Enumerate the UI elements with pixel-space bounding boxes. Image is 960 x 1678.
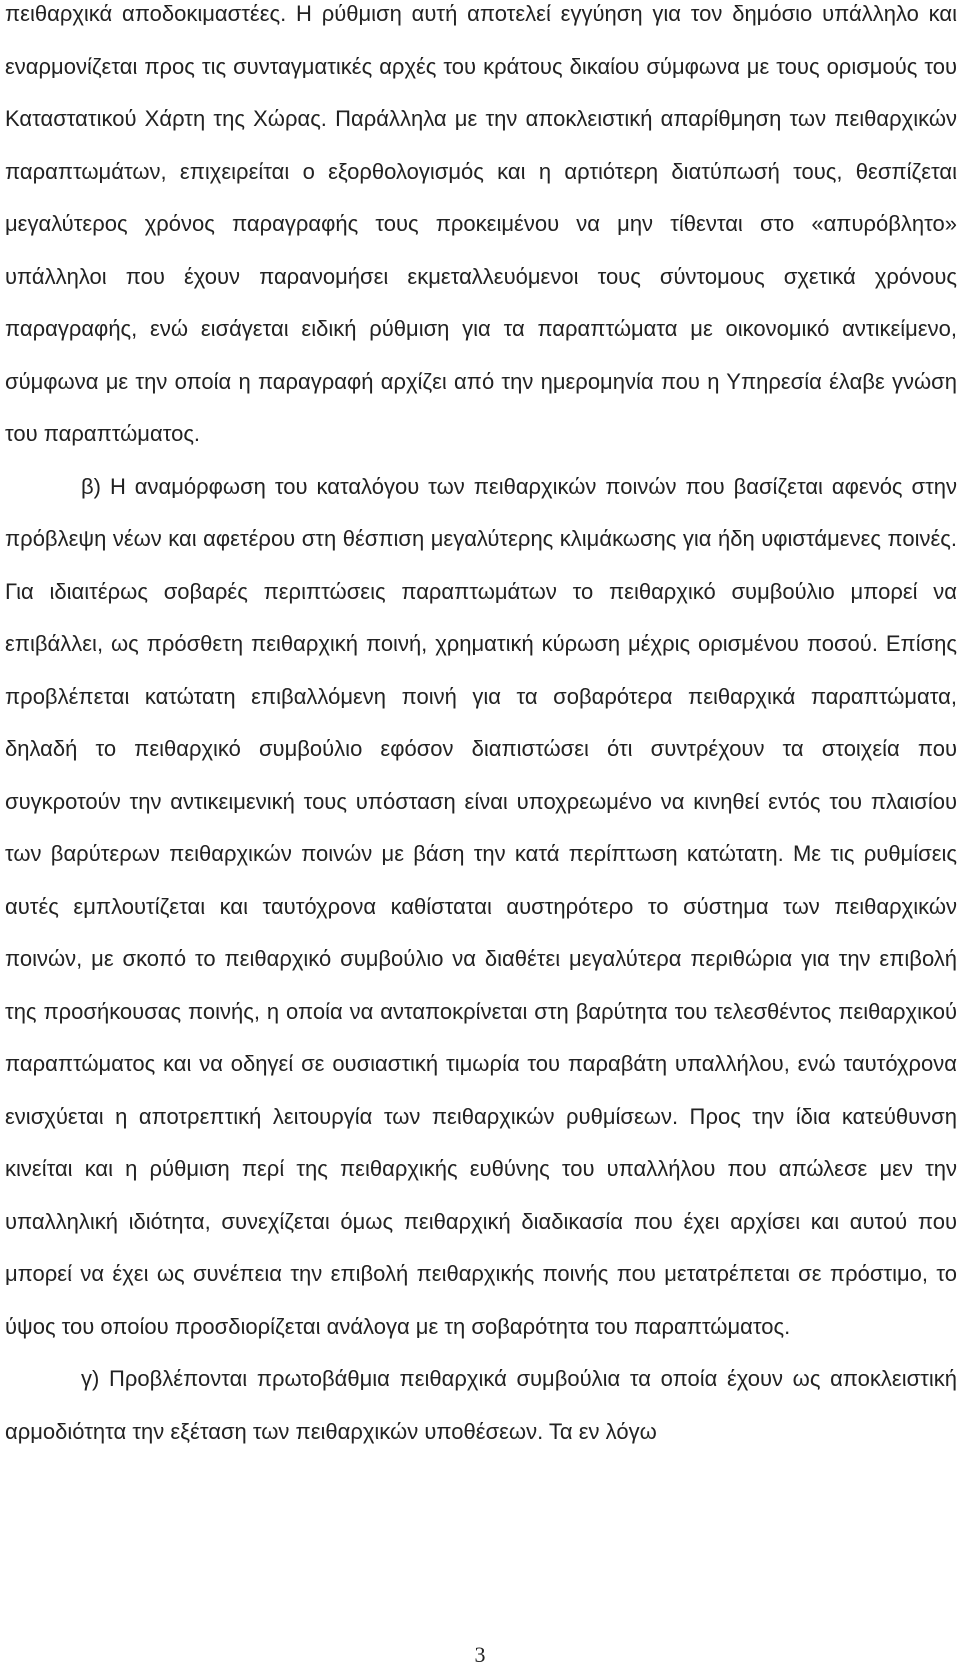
paragraph-item-c: γ) Προβλέπονται πρωτοβάθμια πειθαρχικά συμβούλια τα οποία έχουν ως αποκλειστική αρμοδιότητα την εξέταση των πειθαρχικών υποθέσεων. Τα εν λόγω (5, 1366, 957, 1444)
paragraph-continuation: πειθαρχικά αποδοκιμαστέες. Η ρύθμιση αυτή αποτελεί εγγύηση για τον δημόσιο υπάλληλο και εναρμονίζεται προς τις συνταγματικές αρχές του κράτους δικαίου σύμφωνα με τους ορισμούς του Καταστατικού Χάρτη της Χώρας. Παράλληλα με την αποκλειστική απαρίθμηση των πειθαρχικών παραπτωμάτων, επιχειρείται ο εξορθολογισμός και η αρτιότερη διατύπωσή τους, θεσπίζεται μεγαλύτερος χρόνος παραγραφής τους προκειμένου να μην τίθενται στο «απυρόβλητο» υπάλληλοι που έχουν παρανομήσει εκμεταλλευόμενοι τους σύντομους σχετικά χρόνους παραγραφής, ενώ εισάγεται ειδική ρύθμιση για τα παραπτώματα με οικονομικό αντικείμενο, σύμφωνα με την οποία η παραγραφή αρχίζει από την ημερομηνία που η Υπηρεσία έλαβε γνώση του παραπτώματος. (5, 1, 957, 446)
body-text (5, 0, 957, 1458)
page-number: 3 (474, 1642, 486, 1667)
paragraph-item-b: β) Η αναμόρφωση του καταλόγου των πειθαρχικών ποινών που βασίζεται αφενός στην πρόβλεψη νέων και αφετέρου στη θέσπιση μεγαλύτερης κλιμάκωσης για ήδη υφιστάμενες ποινές. Για ιδιαιτέρως σοβαρές περιπτώσεις παραπτωμάτων το πειθαρχικό συμβούλιο μπορεί να επιβάλλει, ως πρόσθετη πειθαρχική ποινή, χρηματική κύρωση μέχρις ορισμένου ποσού. Επίσης προβλέπεται κατώτατη επιβαλλόμενη ποινή για τα σοβαρότερα πειθαρχικά παραπτώματα, δηλαδή το πειθαρχικό συμβούλιο εφόσον διαπιστώσει ότι συντρέχουν τα στοιχεία που συγκροτούν την αντικειμενική τους υπόσταση είναι υποχρεωμένο να κινηθεί εντός του πλαισίου των βαρύτερων πειθαρχικών ποινών με βάση την κατά περίπτωση κατώτατη. Με τις ρυθμίσεις αυτές εμπλουτίζεται και ταυτόχρονα καθίσταται αυστηρότερο το σύστημα των πειθαρχικών ποινών, με σκοπό το πειθαρχικό συμβούλιο να διαθέτει μεγαλύτερα περιθώρια για την επιβολή της προσήκουσας ποινής, η οποία να ανταποκρίνεται στη βαρύτητα του τελεσθέντος πειθαρχικού παραπτώματος και να οδηγεί σε ουσιαστική τιμωρία του παραβάτη υπαλλήλου, ενώ ταυτόχρονα ενισχύεται η αποτρεπτική λειτουργία των πειθαρχικών ρυθμίσεων. Προς την ίδια κατεύθυνση κινείται και η ρύθμιση περί της πειθαρχικής ευθύνης του υπαλλήλου που απώλεσε μεν την υπαλληλική ιδιότητα, συνεχίζεται όμως πειθαρχική διαδικασία που έχει αρχίσει και αυτού που μπορεί να έχει ως συνέπεια την επιβολή πειθαρχικής ποινής που μετατρέπεται σε πρόστιμο, το ύψος του οποίου προσδιορίζεται ανάλογα με τη σοβαρότητα του παραπτώματος. (5, 473, 957, 1339)
